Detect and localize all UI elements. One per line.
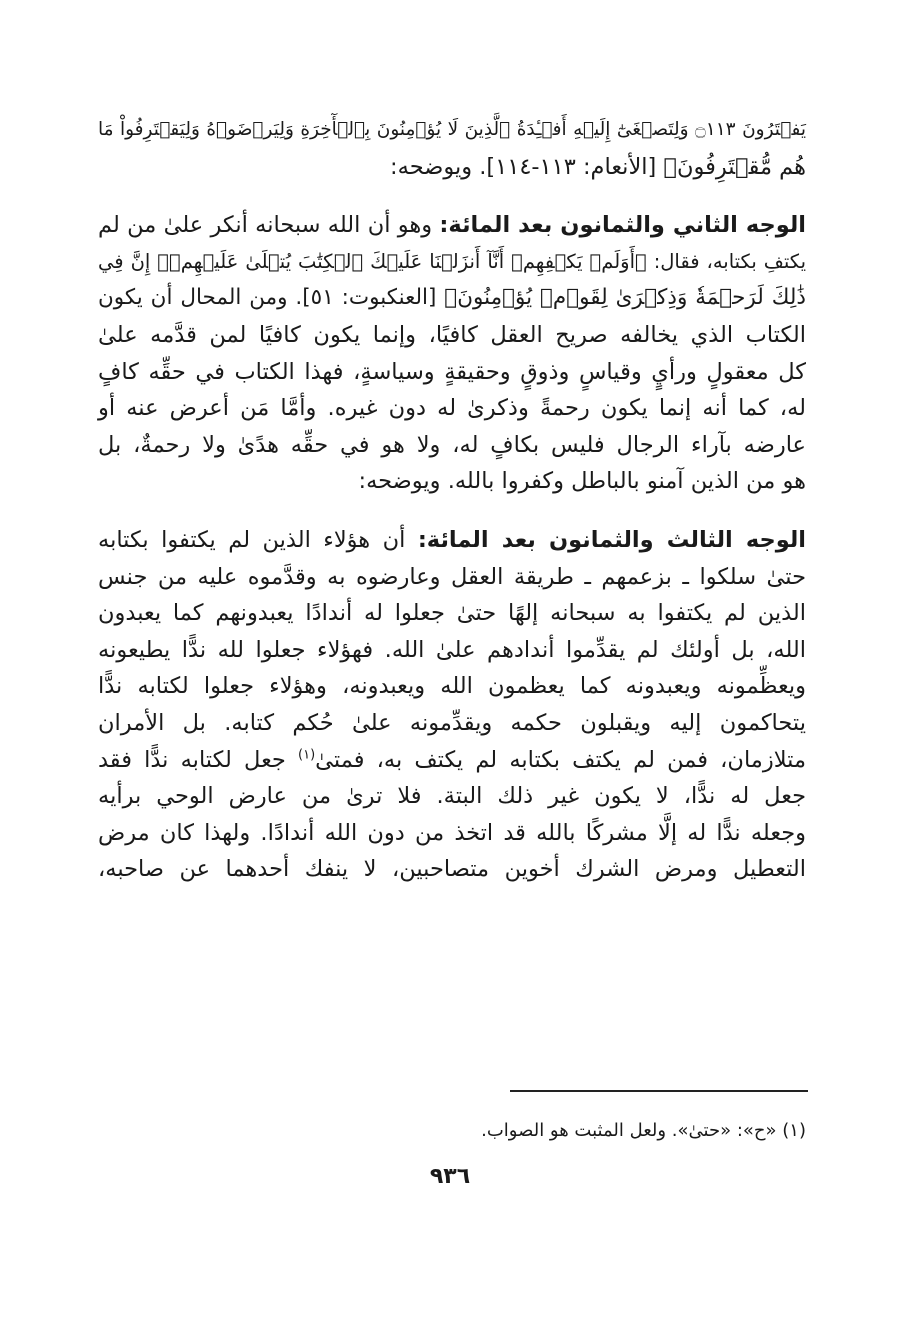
- text-line: له، كما أنه إنما يكون رحمةً وذكرىٰ له دون غيره. وأمَّا مَن أعرض عنه أو: [98, 395, 806, 422]
- text-line: عارضه بآراء الرجال فليس بكافٍ له، ولا هو في حقِّه هدًىٰ ولا رحمةٌ، بل: [98, 431, 806, 458]
- text-line: ويعظِّمونه ويعبدونه كما يعظمون الله ويعبدونه، وهؤلاء جعلوا لكتابه ندًّا: [98, 673, 806, 700]
- text-line: يتحاكمون إليه ويقبلون حكمه ويقدِّمونه علىٰ حُكم كتابه. بل الأمران: [98, 709, 806, 736]
- text-line: الكتاب الذي يخالفه صريح العقل كافيًا، وإنما يكون كافيًا لمن قدَّمه علىٰ: [98, 321, 806, 348]
- text-line: الذين لم يكتفوا به سبحانه إلهًا حتىٰ جعلوا له أندادًا يعبدونهم كما يعبدون: [98, 600, 806, 627]
- text-span: متلازمان، فمن لم يكتف بكتابه لم يكتف به، فمتىٰ: [315, 746, 806, 773]
- text-line: [98, 742, 806, 779]
- text-line: [98, 522, 806, 559]
- paragraph-3: [98, 522, 806, 888]
- text-span: أن هؤلاء الذين لم يكتفوا بكتابه: [98, 526, 406, 553]
- text-line: جعل له ندًّا، لا يكون غير ذلك البتة. فلا ترىٰ من عارض الوحي برأيه: [98, 783, 806, 810]
- text-line: [98, 207, 806, 244]
- text-span: وهو أن الله سبحانه أنكر علىٰ من لم: [98, 212, 433, 239]
- text-span: جعل لكتابه ندًّا فقد: [98, 746, 299, 773]
- paragraph-2: [98, 207, 806, 500]
- page-number: ٩٣٦: [429, 1164, 471, 1189]
- text-line: الله، بل أولئك لم يقدِّموا أندادهم علىٰ الله. فهؤلاء جعلوا لله ندًّا يطيعونه: [98, 636, 806, 663]
- text-line: حتىٰ سلكوا ـ بزعمهم ـ طريقة العقل وعارضوه به وقدَّموه عليه من جنس: [98, 563, 806, 590]
- section-heading: الوجه الثاني والثمانون بعد المائة:: [439, 212, 806, 239]
- paragraph-1: [98, 112, 806, 185]
- footnote-marker[interactable]: (١): [298, 747, 316, 762]
- text-line: هو من الذين آمنو بالباطل وكفروا بالله. ويوضحه:: [358, 468, 806, 495]
- section-heading: الوجه الثالث والثمانون بعد المائة:: [417, 526, 807, 553]
- text-line: وجعله ندًّا له إلَّا مشركًا بالله قد اتخذ من دون الله أندادًا. ولهذا كان مرض: [98, 819, 806, 846]
- footnote-divider: [510, 1090, 808, 1092]
- text-line: يَفۡتَرُونَ ۝١١٣ وَلِتَصۡغَىٰٓ إِلَيۡهِ أَفۡـِٔدَةُ ٱلَّذِينَ لَا يُؤۡمِنُونَ بِٱلۡأٓخِرَةِ وَلِيَرۡضَوۡهُ وَلِيَقۡتَرِفُواْ مَا: [98, 119, 806, 140]
- text-line: هُم مُّقۡتَرِفُونَ﴾ [الأنعام: ١١٣-١١٤]. ويوضحه:: [390, 153, 806, 180]
- text-line: ذَٰلِكَ لَرَحۡمَةٗ وَذِكۡرَىٰ لِقَوۡمٖ يُؤۡمِنُونَ﴾ [العنكبوت: ٥١]. ومن المحال أن يكون: [98, 285, 806, 311]
- text-line: كل معقولٍ ورأيٍ وقياسٍ وذوقٍ وحقيقةٍ وسياسةٍ، فهذا الكتاب في حقِّه كافٍ: [98, 358, 806, 385]
- page-body: [98, 112, 806, 910]
- text-line: التعطيل ومرض الشرك أخوين متصاحبين، لا ينفك أحدهما عن صاحبه،: [98, 856, 806, 883]
- footnote: (١) «ح»: «حتىٰ». ولعل المثبت هو الصواب.: [481, 1120, 806, 1141]
- text-line: يكتفِ بكتابه، فقال: ﴿أَوَلَمۡ يَكۡفِهِمۡ أَنَّآ أَنزَلۡنَا عَلَيۡكَ ٱلۡكِتَٰبَ يُتۡلَىٰ عَلَيۡهِمۡۚ إِنَّ فِي: [98, 249, 806, 273]
